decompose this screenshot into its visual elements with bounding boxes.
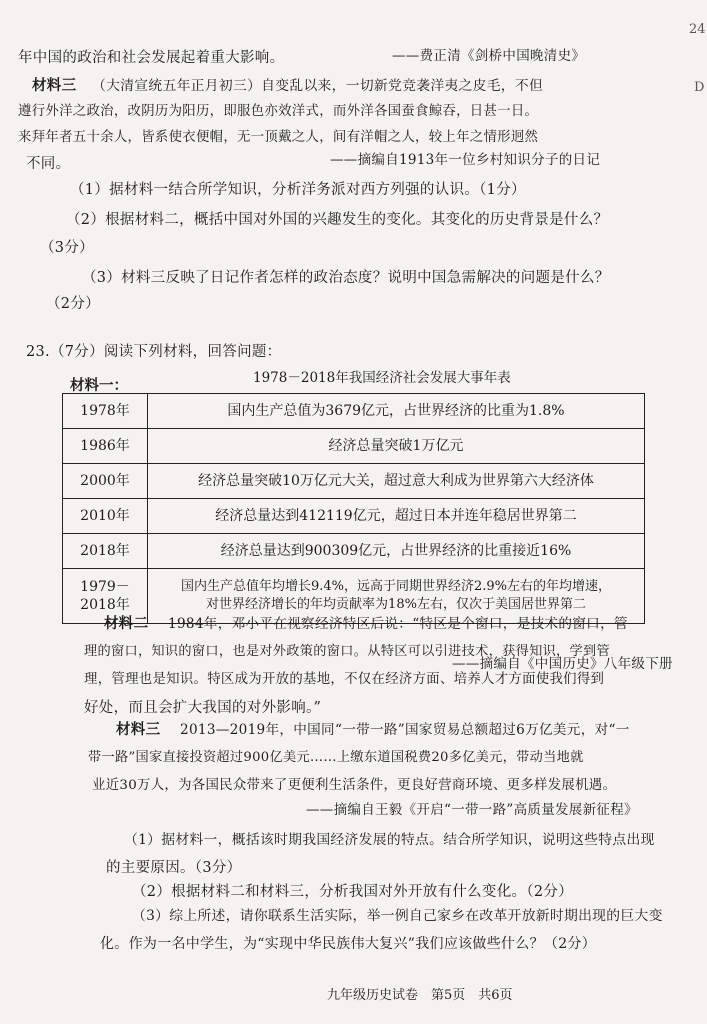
source-citation: ——摘编自《中国历史》八年级下册: [452, 656, 673, 672]
event-cell: 国内生产总值为3679亿元，占世界经济的比重为1.8%: [148, 394, 645, 429]
table-row: [63, 534, 645, 569]
material-text: 不同。: [26, 156, 71, 172]
question-text: （2）根据材料二和材料三，分析我国对外开放有什么变化。（2分）: [132, 884, 573, 900]
material-text: 理，管理也是知识。特区成为开放的基地，不仅在经济方面、培养人才方面使我们得到: [84, 672, 605, 687]
table-title: 1978－2018年我国经济社会发展大事年表: [253, 370, 511, 386]
event-cell: 经济总量突破10万亿元大关，超过意大利成为世界第六大经济体: [148, 464, 645, 499]
table-row: [63, 499, 645, 534]
page-edge-mark: D: [694, 80, 705, 95]
material-text: 带一路”国家直接投资超过900亿美元……上缴东道国税费20多亿美元，带动当地就: [88, 750, 584, 765]
source-citation: ——摘编自1913年一位乡村知识分子的日记: [330, 152, 601, 168]
material-label: 材料三: [116, 721, 161, 738]
question-text: 化。作为一名中学生，为“实现中华民族伟大复兴”我们应该做些什么？（2分）: [100, 936, 597, 952]
year-cell: 1978年: [63, 394, 148, 429]
events-table: [62, 393, 645, 624]
question-text: （1）据材料一结合所学知识，分析洋务派对西方列强的认识。（1分）: [70, 182, 526, 198]
material-label: 材料一：: [70, 377, 128, 394]
question-text: 的主要原因。（3分）: [106, 860, 242, 876]
question-points: （2分）: [46, 296, 100, 312]
source-citation: ——摘编自王毅《开启“一带一路”高质量发展新征程》: [306, 802, 638, 818]
material-text: 业近30万人，为各国民众带来了更便利生活条件，更良好营商环境、更多样发展机遇。: [92, 778, 617, 793]
material-text: 遵行外洋之政治，改阴历为阳历，即服色亦效洋式，而外洋各国蚕食鲸吞，日甚一日。: [18, 104, 539, 119]
question-heading: 23.（7分）阅读下列材料，回答问题：: [26, 344, 282, 360]
event-cell: 经济总量突破1万亿元: [148, 429, 645, 464]
question-text: （3）材料三反映了日记作者怎样的政治态度？说明中国急需解决的问题是什么？: [82, 270, 610, 286]
material-label: 材料二: [104, 615, 149, 632]
material-text: 2013—2019年，中国同“一带一路”国家贸易总额超过6万亿美元，对“一: [180, 722, 630, 738]
event-line: 国内生产总值年均增长9.4%，远高于同期世界经济2.9%左右的年均增速，: [180, 579, 612, 594]
material-text: 1984年，邓小平在视察经济特区后说：“特区是个窗口，是技术的窗口，管: [168, 616, 628, 632]
year-cell: 2000年: [63, 464, 148, 499]
table-row: [63, 429, 645, 464]
event-cell: 经济总量达到412119亿元，超过日本并连年稳居世界第二: [148, 499, 645, 534]
question-points: （3分）: [40, 240, 94, 256]
material-text: 好处，而且会扩大我国的对外影响。”: [84, 700, 322, 716]
source-citation: ——费正清《剑桥中国晚清史》: [392, 48, 586, 64]
event-line: 对世界经济增长的年均贡献率为18%左右，仅次于美国居世界第二: [206, 597, 586, 612]
text-line: 年中国的政治和社会发展起着重大影响。: [18, 50, 285, 66]
table-row: [63, 394, 645, 429]
material-label: 材料三: [32, 77, 77, 94]
year-cell: 2018年: [63, 534, 148, 569]
material-text: （大清宣统五年正月初三）自变乱以来，一切新党竞袭洋夷之皮毛，不但: [92, 78, 544, 94]
page-footer: 九年级历史试卷 第5页 共6页: [327, 988, 513, 1003]
year-cell: 2010年: [63, 499, 148, 534]
page-edge-number: 24: [689, 22, 706, 37]
event-cell: 经济总量达到900309亿元，占世界经济的比重接近16%: [148, 534, 645, 569]
table-row: [63, 464, 645, 499]
year-start: 1979－: [80, 579, 130, 595]
material-text: 来拜年者五十余人，皆系使衣便帽，无一顶戴之人，间有洋帽之人，较上年之情形迥然: [18, 130, 539, 145]
year-cell: 1986年: [63, 429, 148, 464]
year-end: 2018年: [80, 597, 130, 613]
material-text: 理的窗口，知识的窗口，也是对外政策的窗口。从特区可以引进技术，获得知识，学到管: [84, 644, 611, 659]
question-text: （2）根据材料二，概括中国对外国的兴趣发生的变化。其变化的历史背景是什么？: [66, 212, 609, 228]
question-text: （1）据材料一，概括该时期我国经济发展的特点。结合所学知识，说明这些特点出现: [124, 832, 655, 848]
question-text: （3）综上所述，请你联系生活实际，举一例自己家乡在改革开放新时期出现的巨大变: [132, 908, 663, 924]
